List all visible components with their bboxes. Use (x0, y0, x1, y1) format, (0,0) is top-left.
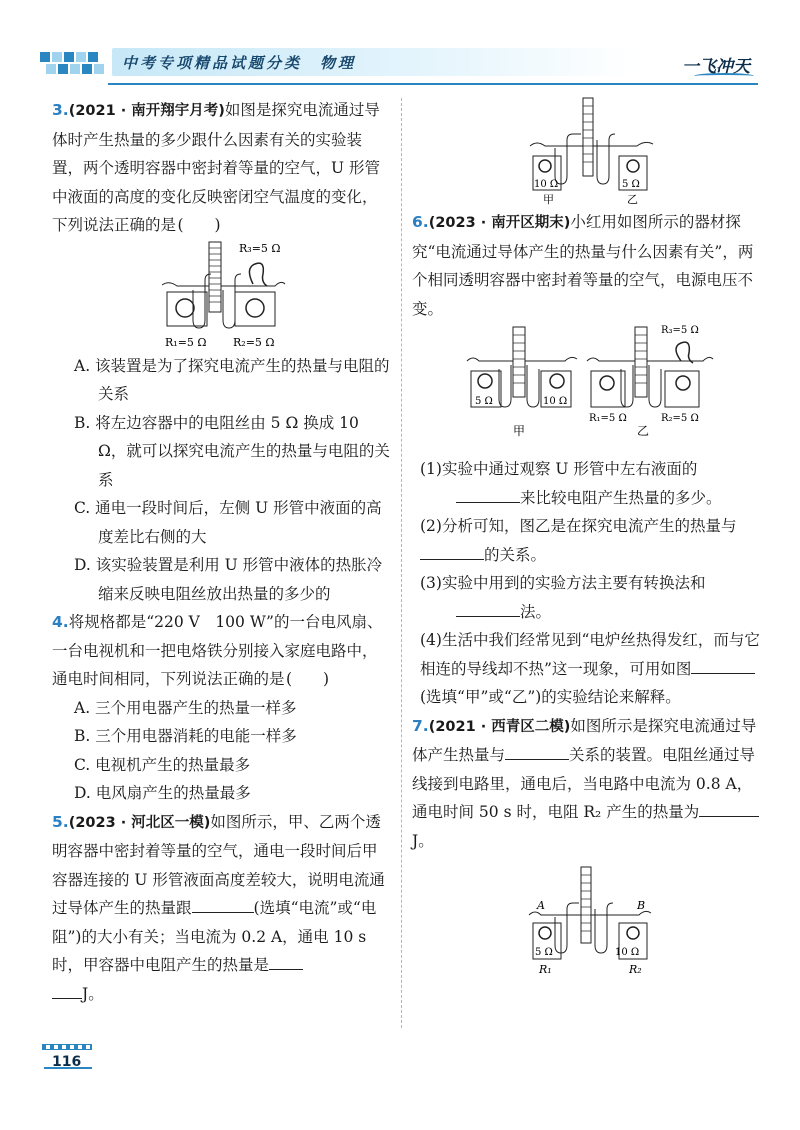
question-stem-cont: 关系的装置。电阻丝通过导线接到电路里，通电后，当电路中电流为 0.8 A，通电时间 50 s 时，电阻 R₂ 产生的热量为 (412, 746, 756, 821)
fig-label: R₂=5 Ω (233, 335, 275, 349)
answer-blank[interactable] (456, 502, 520, 503)
fig-label: R₂=5 Ω (660, 413, 699, 424)
column-divider (401, 98, 402, 1028)
option-a: A. 三个用电器产生的热量一样多 (74, 698, 297, 717)
fig-label: R₃=5 Ω (660, 325, 699, 336)
brand-swoosh-icon (694, 73, 754, 79)
question-stem: 如图所示，甲、乙两个透明容器中密封着等量的空气，通电一段时间后甲容器连接的 U 形管液面高度差较大，说明电流通过导体产生的热量跟 (52, 812, 385, 917)
fig-label: 10 Ω (542, 396, 567, 407)
question-source: (2023 · 河北区一模) (68, 814, 211, 831)
question-stem: 如图所示是探究电流通过导体产生热量与 (412, 716, 757, 764)
question-stem-end: J。 (82, 984, 104, 1003)
option-c: C. 通电一段时间后，左侧 U 形管中液面的高度差比右侧的大 (74, 499, 382, 546)
fig-label: 乙 (626, 193, 638, 206)
question-number: 4. (52, 613, 69, 631)
fig-label: 5 Ω (474, 396, 493, 407)
sub-question-2-end: 的关系。 (484, 545, 547, 564)
option-d: D. 该实验装置是利用 U 形管中液体的热胀冷缩来反映电阻丝放出热量的多少的 (74, 556, 383, 603)
option-b: B. 三个用电器消耗的电能一样多 (74, 727, 297, 745)
fig-label: R₂ (628, 963, 642, 976)
option-a: A. 该装置是为了探究电流产生的热量与电阻的关系 (74, 356, 390, 403)
page-number: 116 (52, 1054, 82, 1070)
answer-blank[interactable] (420, 559, 484, 560)
fig-label: 甲 (512, 424, 525, 438)
answer-paren: ( ) (177, 216, 221, 234)
answer-blank[interactable] (52, 998, 82, 999)
sub-question-4-end: (选填“甲”或“乙”)的实验结论来解释。 (420, 688, 681, 706)
fig-label: B (636, 899, 645, 912)
checker-logo-icon (40, 44, 110, 86)
header-rule (108, 83, 758, 85)
question-4 (52, 608, 392, 808)
q7-figure (412, 865, 767, 981)
question-stem: 将规格都是“220 V 100 W”的一台电风扇、一台电视机和一把电烙铁分别接入家庭电路中，通电时间相同，下列说法正确的是 (52, 613, 383, 688)
question-source: (2021 · 南开翔宇月考) (68, 103, 225, 119)
page-header (40, 38, 760, 88)
answer-blank[interactable] (505, 759, 569, 760)
option-d: D. 电风扇产生的热量最多 (74, 784, 251, 802)
fig-label: A (536, 899, 545, 912)
question-source: (2021 · 西青区二模) (428, 718, 571, 735)
answer-blank[interactable] (691, 673, 755, 674)
sub-question-2: (2)分析可知，图乙是在探究电流产生的热量与 (420, 517, 737, 535)
fig-label: 5 Ω (621, 179, 640, 190)
question-5 (52, 808, 392, 1009)
option-b: B. 将左边容器中的电阻丝由 5 Ω 换成 10 Ω，就可以探究电流产生的热量与电阻的关系 (74, 413, 390, 489)
question-stem: 小红用如图所示的器材探究“电流通过导体产生的热量与什么因素有关”，两个相同透明容器中密封着等量的空气，电源电压不变。 (412, 213, 754, 318)
question-source: (2023 · 南开区期末) (428, 215, 571, 231)
question-7 (412, 712, 767, 982)
sub-question-1-end: 来比较电阻产生热量的多少。 (520, 488, 722, 507)
answer-blank[interactable] (699, 816, 759, 817)
question-number: 7. (412, 716, 429, 735)
question-stem-cont: (选填“电流”或“电阻”)的大小有关；当电流为 0.2 A，通电 10 s 时，甲容器中电阻产生的热量是 (52, 899, 377, 974)
right-column (412, 96, 767, 981)
question-stem: 如图是探究电流通过导体时产生热量的多少跟什么因素有关的实验装置，两个透明容器中密封着等量的空气，U 形管中液面的高度的变化反映密闭空气温度的变化，下列说法正确的是 (52, 101, 380, 234)
sub-question-3-end: 法。 (520, 602, 552, 621)
sub-question-3: (3)实验中用到的实验方法主要有转换法和 (420, 574, 706, 592)
option-c: C. 电视机产生的热量最多 (74, 755, 251, 774)
header-brand: 一飞冲天 (682, 57, 750, 77)
answer-blank[interactable] (269, 969, 303, 970)
header-title: 中考专项精品试题分类 物理 (122, 54, 357, 72)
question-number: 3. (52, 101, 69, 119)
q3-figure (52, 240, 392, 352)
question-number: 5. (52, 812, 69, 831)
answer-blank[interactable] (456, 616, 520, 617)
fig-label: R₁=5 Ω (588, 413, 627, 424)
page-number-badge (40, 1040, 96, 1070)
q6-figure (412, 323, 767, 455)
sub-question-1: (1)实验中通过观察 U 形管中左右液面的 (420, 460, 698, 478)
fig-label: 甲 (542, 193, 554, 206)
question-6 (412, 208, 767, 712)
answer-blank[interactable] (192, 912, 254, 913)
fig-label: R₃=5 Ω (239, 241, 281, 255)
fig-label: 10 Ω (533, 179, 558, 190)
fig-label: R₁ (538, 963, 552, 976)
fig-label: 10 Ω (614, 947, 639, 958)
fig-label: R₁=5 Ω (165, 335, 207, 349)
question-stem-end: J。 (412, 831, 434, 850)
left-column (52, 96, 392, 1008)
answer-paren: ( ) (285, 670, 330, 688)
q5-figure (412, 96, 767, 208)
question-number: 6. (412, 213, 429, 231)
question-3 (52, 96, 392, 608)
sub-question-4: (4)生活中我们经常见到“电炉丝热得发红，而与它相连的导线却不热”这一现象，可用如图 (420, 631, 760, 678)
fig-label: 乙 (636, 424, 649, 438)
fig-label: 5 Ω (534, 947, 553, 958)
